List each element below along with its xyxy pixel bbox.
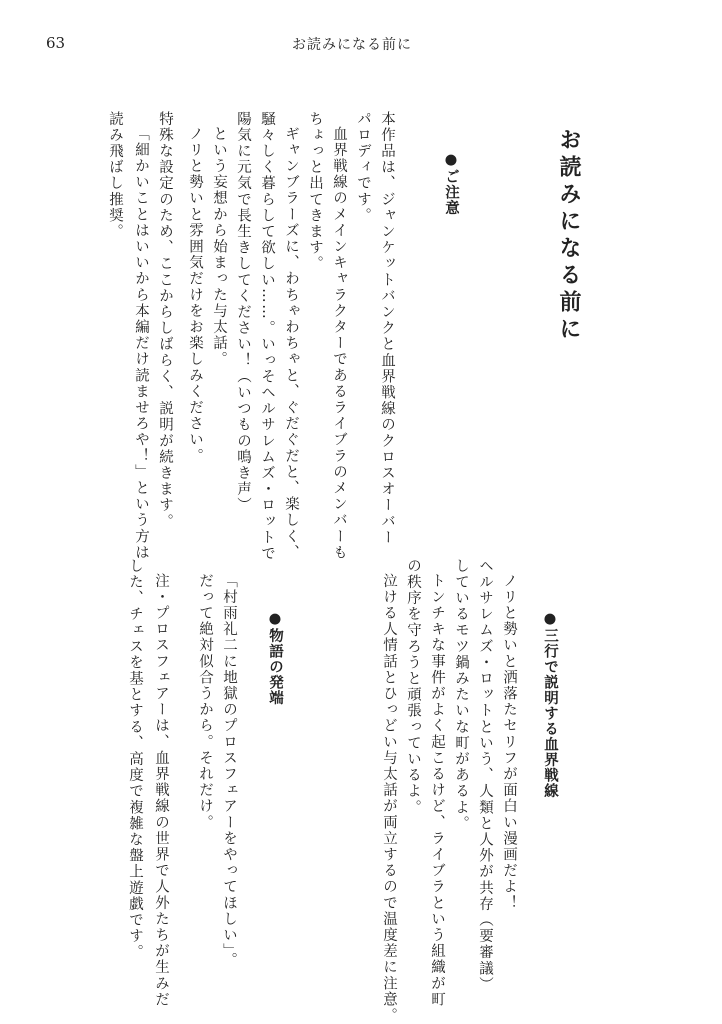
text-line: 特殊な設定のため、ここからしばらく、説明が続きます。 xyxy=(157,111,173,530)
section-heading-origin: ●物語の発端 xyxy=(267,611,283,706)
page-number: 63 xyxy=(46,34,66,52)
page-header xyxy=(0,22,722,52)
text-line: しているモツ鍋みたいな町があるよ。 xyxy=(453,558,469,832)
section-heading-caution: ●ご注意 xyxy=(443,152,459,216)
text-line: の秩序を守ろうと頑張っているよ。 xyxy=(405,558,421,816)
text-line: した、チェスを基とする、高度で複雑な盤上遊戯です。 xyxy=(127,558,143,961)
text-line: 陽気に元気で長生きしてください！（いつもの鳴き声） xyxy=(235,111,251,514)
text-line: 「村雨礼二に地獄のプロスフェアーをやってほしい」。 xyxy=(221,573,237,969)
text-line: ギャンブラーズに、わちゃわちゃと、ぐだぐだと、楽しく、 xyxy=(283,126,299,561)
text-line: 本作品は、ジャンケットバンクと血界戦線のクロスオーバー xyxy=(379,111,395,546)
text-line: 血界戦線のメインキャラクターであるライブラのメンバーも xyxy=(331,126,347,561)
text-line: ちょっと出てきます。 xyxy=(307,111,323,272)
text-line: 「細かいことはいいから本編だけ読ませろや！」という方は xyxy=(133,126,149,561)
text-line: 注・プロスフェアーは、血界戦線の世界で人外たちが生みだ xyxy=(153,573,169,1008)
text-line: パロディです。 xyxy=(355,111,371,224)
text-line: 読み飛ばし推奨。 xyxy=(107,111,123,240)
text-line: ヘルサレムズ・ロットという、人類と人外が共存（要審議） xyxy=(477,558,493,993)
text-line: だって絶対似合うから。それだけ。 xyxy=(197,573,213,831)
running-head: お読みになる前に xyxy=(292,37,412,53)
page-title: お読みになる前に xyxy=(556,128,581,344)
text-line: 騒々しく暮らして欲しい……。いっそヘルサレムズ・ロットで xyxy=(259,111,275,562)
text-line: という妄想から始まった与太話。 xyxy=(211,126,227,368)
text-line: トンチキな事件がよく起こるけど、ライブラという組織が町 xyxy=(429,573,445,1008)
section-heading-three-lines: ●三行で説明する血界戦線 xyxy=(542,611,558,799)
text-line: ノリと勢いと雰囲気だけをお楽しみください。 xyxy=(187,126,203,465)
text-line: ノリと勢いと洒落たセリフが面白い漫画だよ！ xyxy=(501,573,517,912)
text-line: 泣ける人情話とひっどい与太話が両立するので温度差に注意。 xyxy=(381,573,397,1024)
